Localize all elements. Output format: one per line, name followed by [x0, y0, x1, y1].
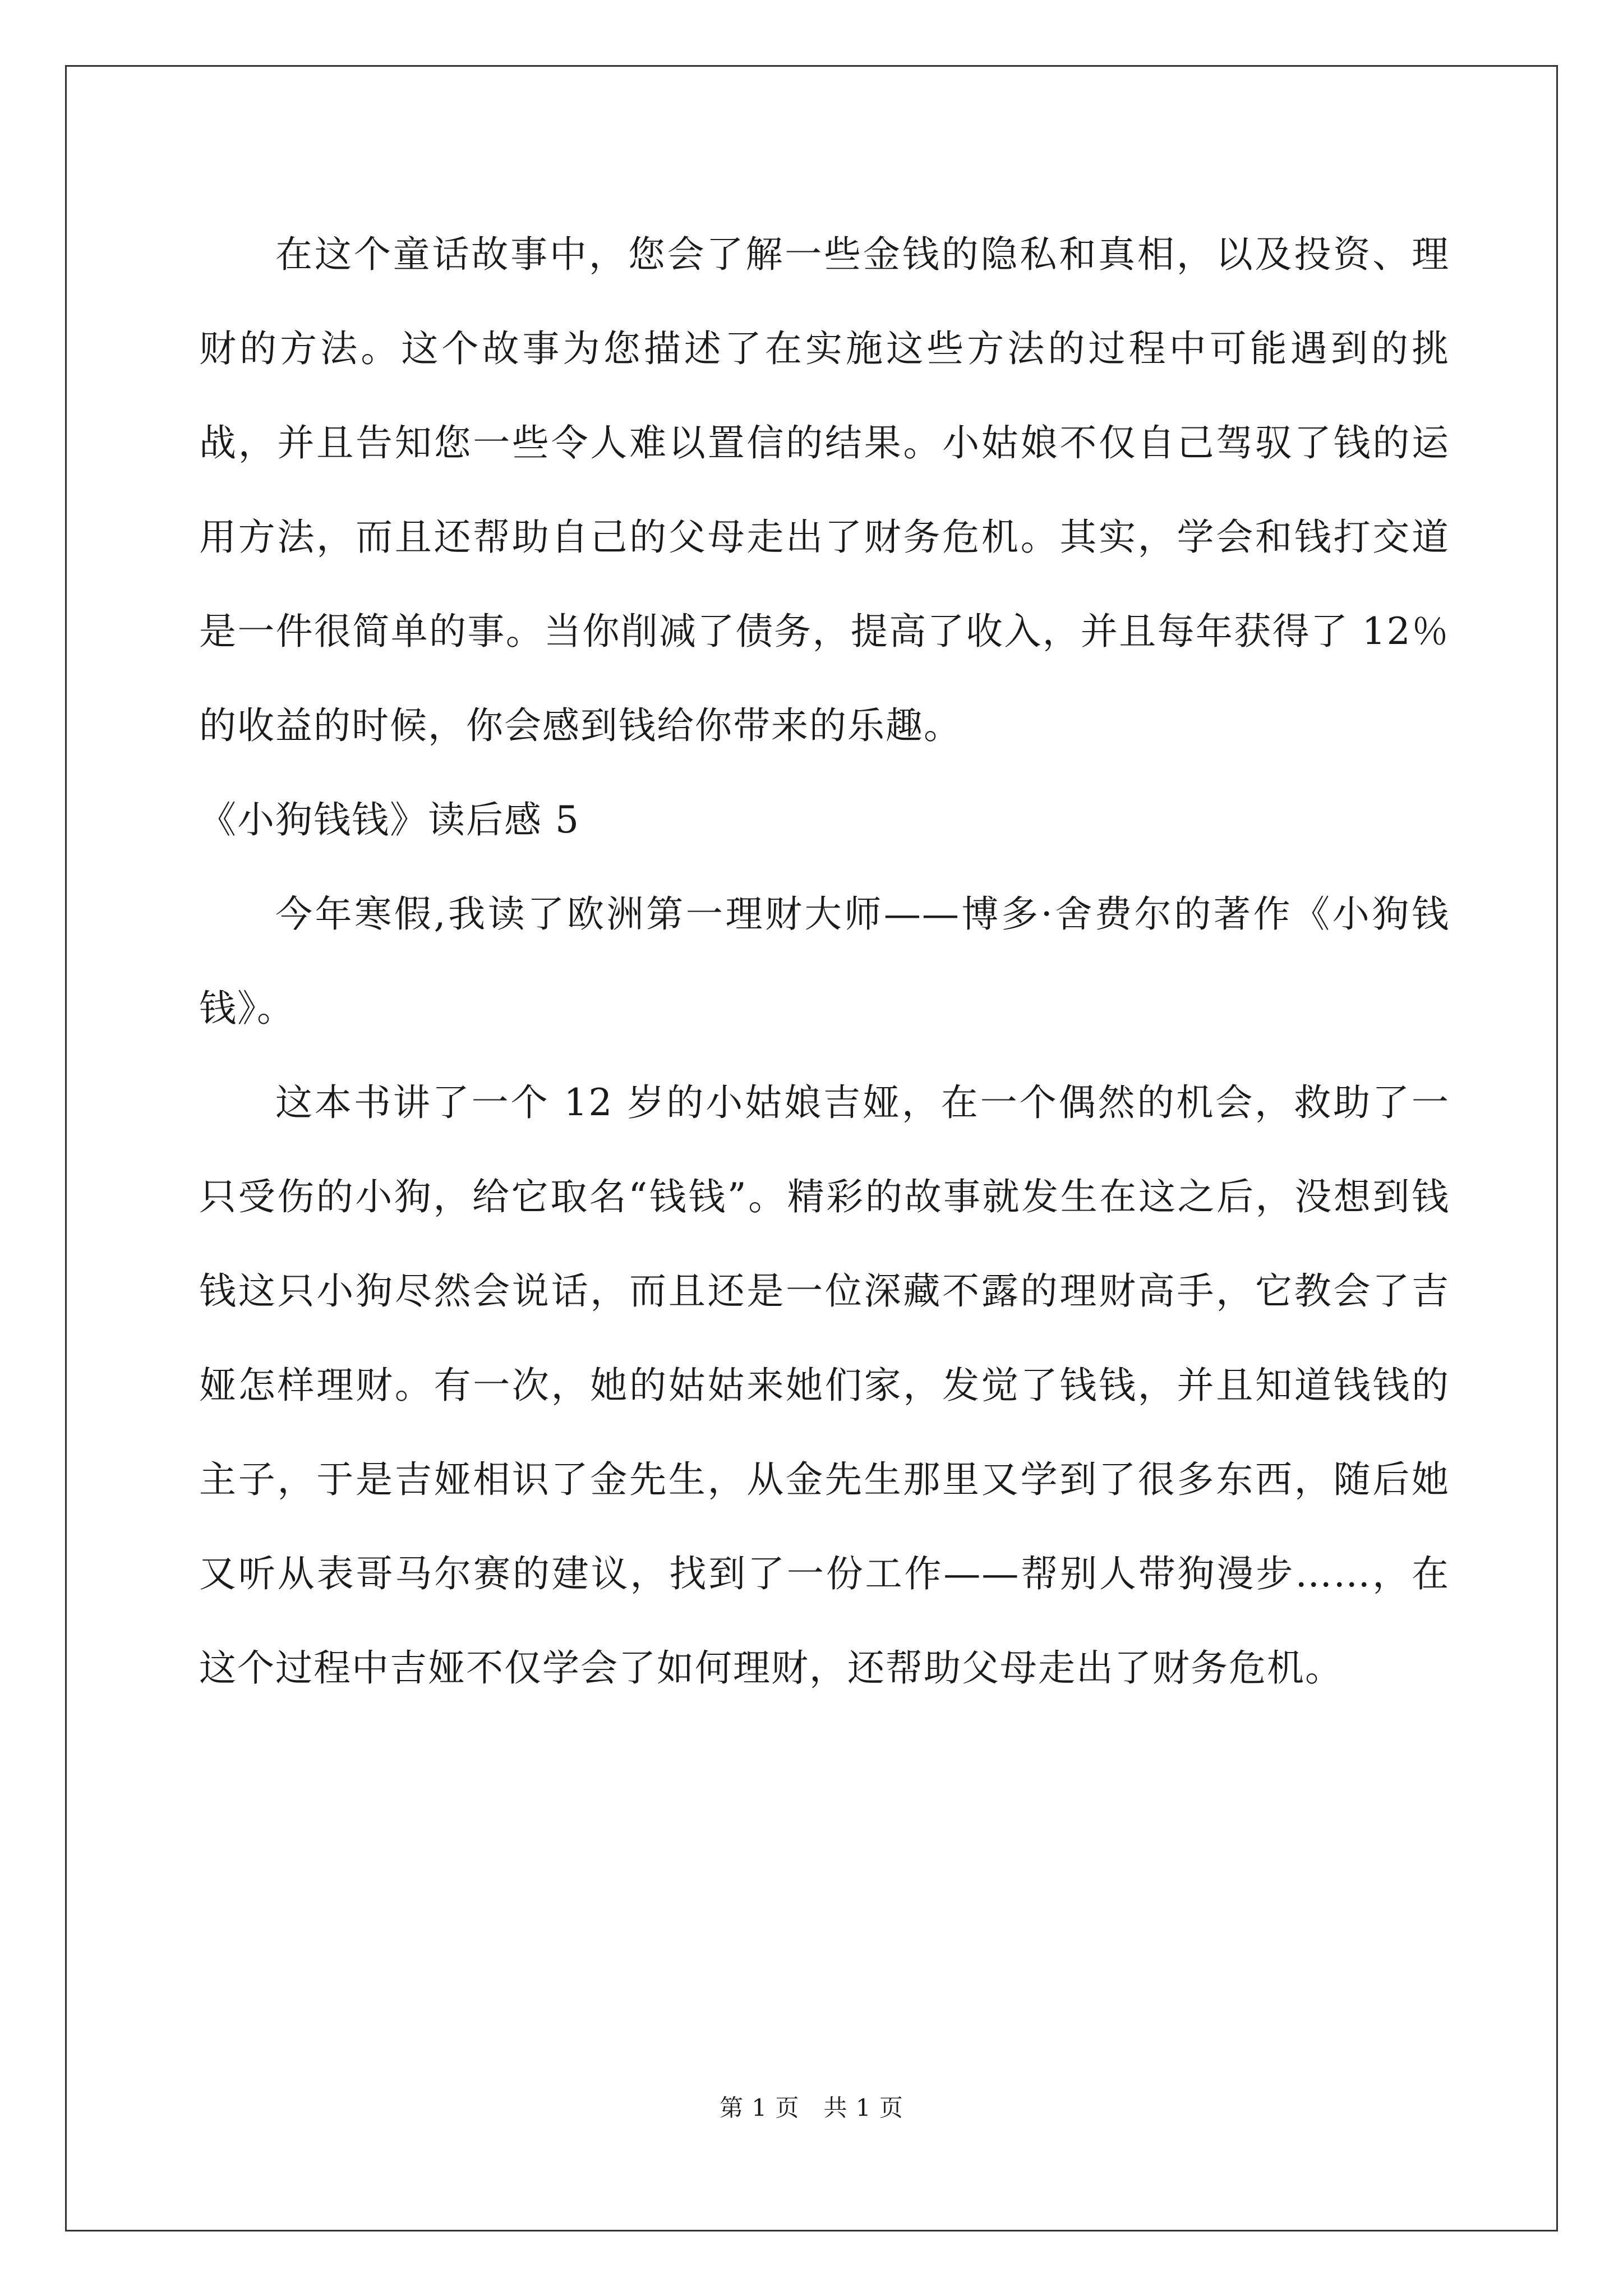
paragraph-winter-break: 今年寒假,我读了欧洲第一理财大师——博多·舍费尔的著作《小狗钱钱》。: [199, 892, 1450, 1030]
page-footer: 第 1 页 共 1 页: [720, 2094, 903, 2122]
paragraph-money-story: 在这个童话故事中，您会了解一些金钱的隐私和真相，以及投资、理财的方法。这个故事为您描述了在实施这些方法的过程中可能遇到的挑战，并且告知您一些令人难以置信的结果。小姑娘不仅自己驾驭了钱的运用方法，而且还帮助自己的父母走出了财务危机。其实，学会和钱打交道是一件很简单的事。当你削减了债务，提高了收入，并且每年获得了 12％的收益的时候，你会感到钱给你带来的乐趣。: [199, 233, 1450, 747]
paragraph-book-summary: 这本书讲了一个 12 岁的小姑娘吉娅，在一个偶然的机会，救助了一只受伤的小狗，给它取名“钱钱”。精彩的故事就发生在这之后，没想到钱钱这只小狗尽然会说话，而且还是一位深藏不露的理财高手，它教会了吉娅怎样理财。有一次，她的姑姑来她们家，发觉了钱钱，并且知道钱钱的主子，于是吉娅相识了金先生，从金先生那里又学到了很多东西，随后她又听从表哥马尔赛的建议，找到了一份工作——帮别人带狗漫步……，在这个过程中吉娅不仅学会了如何理财，还帮助父母走出了财务危机。: [199, 1081, 1450, 1690]
document-body: [199, 208, 1450, 1715]
section-heading: 《小狗钱钱》读后感 5: [199, 798, 580, 841]
